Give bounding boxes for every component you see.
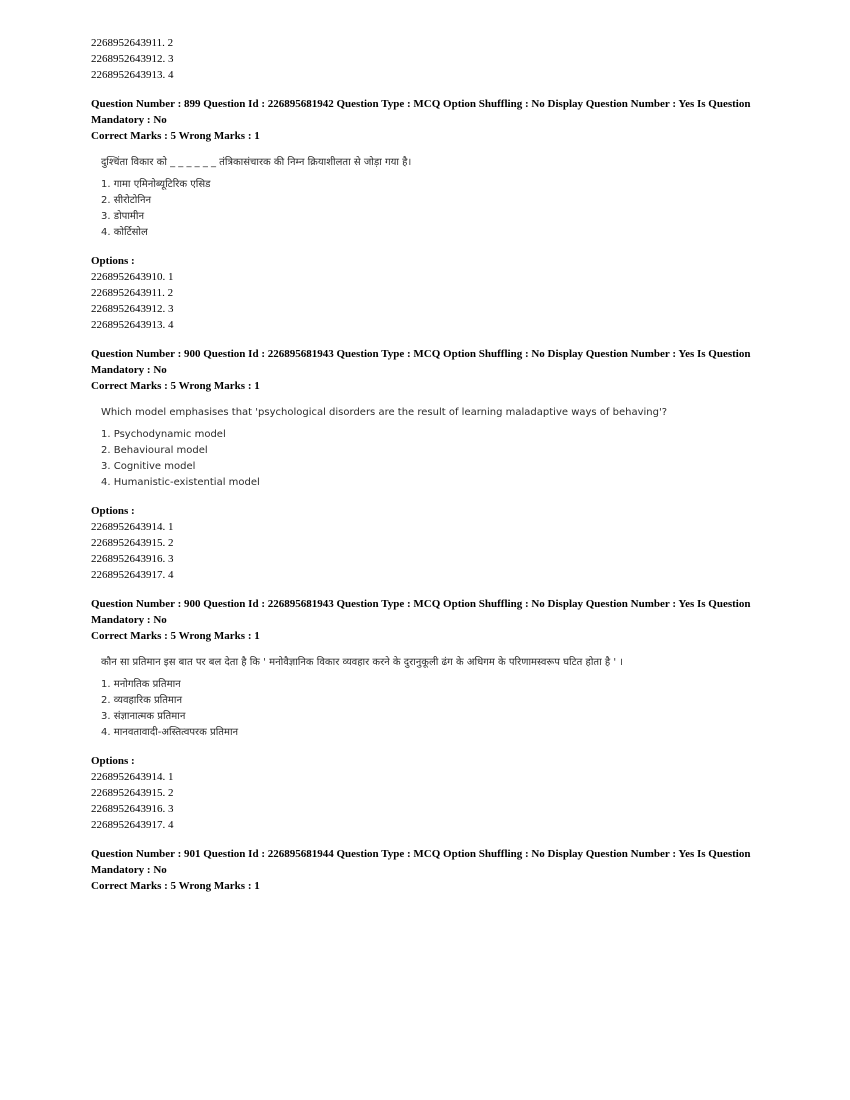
option-code: 2268952643914. 1 (91, 521, 174, 534)
question-mandatory: Mandatory : No (91, 864, 167, 877)
options-label: Options : (91, 255, 135, 268)
option-code: 2268952643913. 4 (91, 68, 174, 81)
choice-item: 4. Humanistic-existential model (101, 476, 260, 488)
question-block-901 (91, 847, 771, 894)
question-header: Question Number : 900 Question Id : 226895681943 Question Type : MCQ Option Shuffling : No Display Question Number : Yes Is Question (91, 348, 751, 361)
option-code: 2268952643916. 3 (91, 802, 174, 815)
question-header: Question Number : 899 Question Id : 226895681942 Question Type : MCQ Option Shuffling : No Display Question Number : Yes Is Question (91, 98, 751, 111)
option-code: 2268952643911. 2 (91, 37, 174, 49)
choice-item: 2. व्यवहारिक प्रतिमान (101, 694, 183, 706)
option-code: 2268952643912. 3 (91, 52, 174, 65)
question-image (91, 405, 771, 491)
question-mandatory: Mandatory : No (91, 364, 167, 377)
choice-item: 2. सीरोटोनिन (101, 194, 152, 206)
question-marks: Correct Marks : 5 Wrong Marks : 1 (91, 879, 260, 892)
question-text: दुश्चिंता विकार को _ _ _ _ _ _ तंत्रिकासंचारक की निम्न क्रियाशीलता से जोड़ा गया है। (101, 156, 412, 168)
choice-item: 3. Cognitive model (101, 460, 196, 472)
option-code: 2268952643913. 4 (91, 318, 174, 331)
top-option-list (91, 36, 771, 83)
choice-item: 4. मानवतावादी-अस्तित्वपरक प्रतिमान (101, 726, 239, 738)
question-header: Question Number : 901 Question Id : 226895681944 Question Type : MCQ Option Shuffling : No Display Question Number : Yes Is Question (91, 848, 751, 861)
question-marks: Correct Marks : 5 Wrong Marks : 1 (91, 379, 260, 392)
question-mandatory: Mandatory : No (91, 114, 167, 127)
question-marks: Correct Marks : 5 Wrong Marks : 1 (91, 129, 260, 142)
options-label: Options : (91, 755, 135, 768)
option-code: 2268952643916. 3 (91, 552, 174, 565)
option-code: 2268952643914. 1 (91, 771, 174, 784)
document-page (91, 36, 771, 895)
question-image (91, 155, 771, 241)
options-label: Options : (91, 505, 135, 518)
option-code: 2268952643917. 4 (91, 818, 174, 831)
question-text: Which model emphasises that 'psychological disorders are the result of learning maladaptive ways of behaving'? (101, 406, 668, 418)
option-code: 2268952643915. 2 (91, 787, 174, 799)
question-text: कौन सा प्रतिमान इस बात पर बल देता है कि ' मनोवैज्ञानिक विकार व्यवहार करने के दुरानुकूली ढंग के अधिगम के परिणामस्वरूप घटित होता है ' । (101, 656, 624, 668)
option-code: 2268952643911. 2 (91, 287, 174, 299)
choice-item: 4. कोर्टिसोल (101, 226, 148, 238)
choice-item: 2. Behavioural model (101, 444, 208, 456)
choice-item: 3. संज्ञानात्मक प्रतिमान (101, 710, 186, 722)
question-block-900-hindi (91, 597, 771, 833)
question-block-899 (91, 97, 771, 333)
option-code: 2268952643912. 3 (91, 302, 174, 315)
choice-item: 1. मनोगतिक प्रतिमान (101, 678, 181, 690)
choice-item: 1. गामा एमिनोब्यूटिरिक एसिड (101, 178, 211, 190)
option-code: 2268952643915. 2 (91, 537, 174, 549)
option-code: 2268952643917. 4 (91, 568, 174, 581)
question-image (91, 655, 661, 741)
question-marks: Correct Marks : 5 Wrong Marks : 1 (91, 629, 260, 642)
choice-item: 3. डोपामीन (101, 210, 145, 222)
question-block-900-english (91, 347, 771, 583)
question-header: Question Number : 900 Question Id : 226895681943 Question Type : MCQ Option Shuffling : No Display Question Number : Yes Is Question (91, 598, 751, 611)
option-code: 2268952643910. 1 (91, 271, 174, 284)
choice-item: 1. Psychodynamic model (101, 428, 226, 440)
question-mandatory: Mandatory : No (91, 614, 167, 627)
